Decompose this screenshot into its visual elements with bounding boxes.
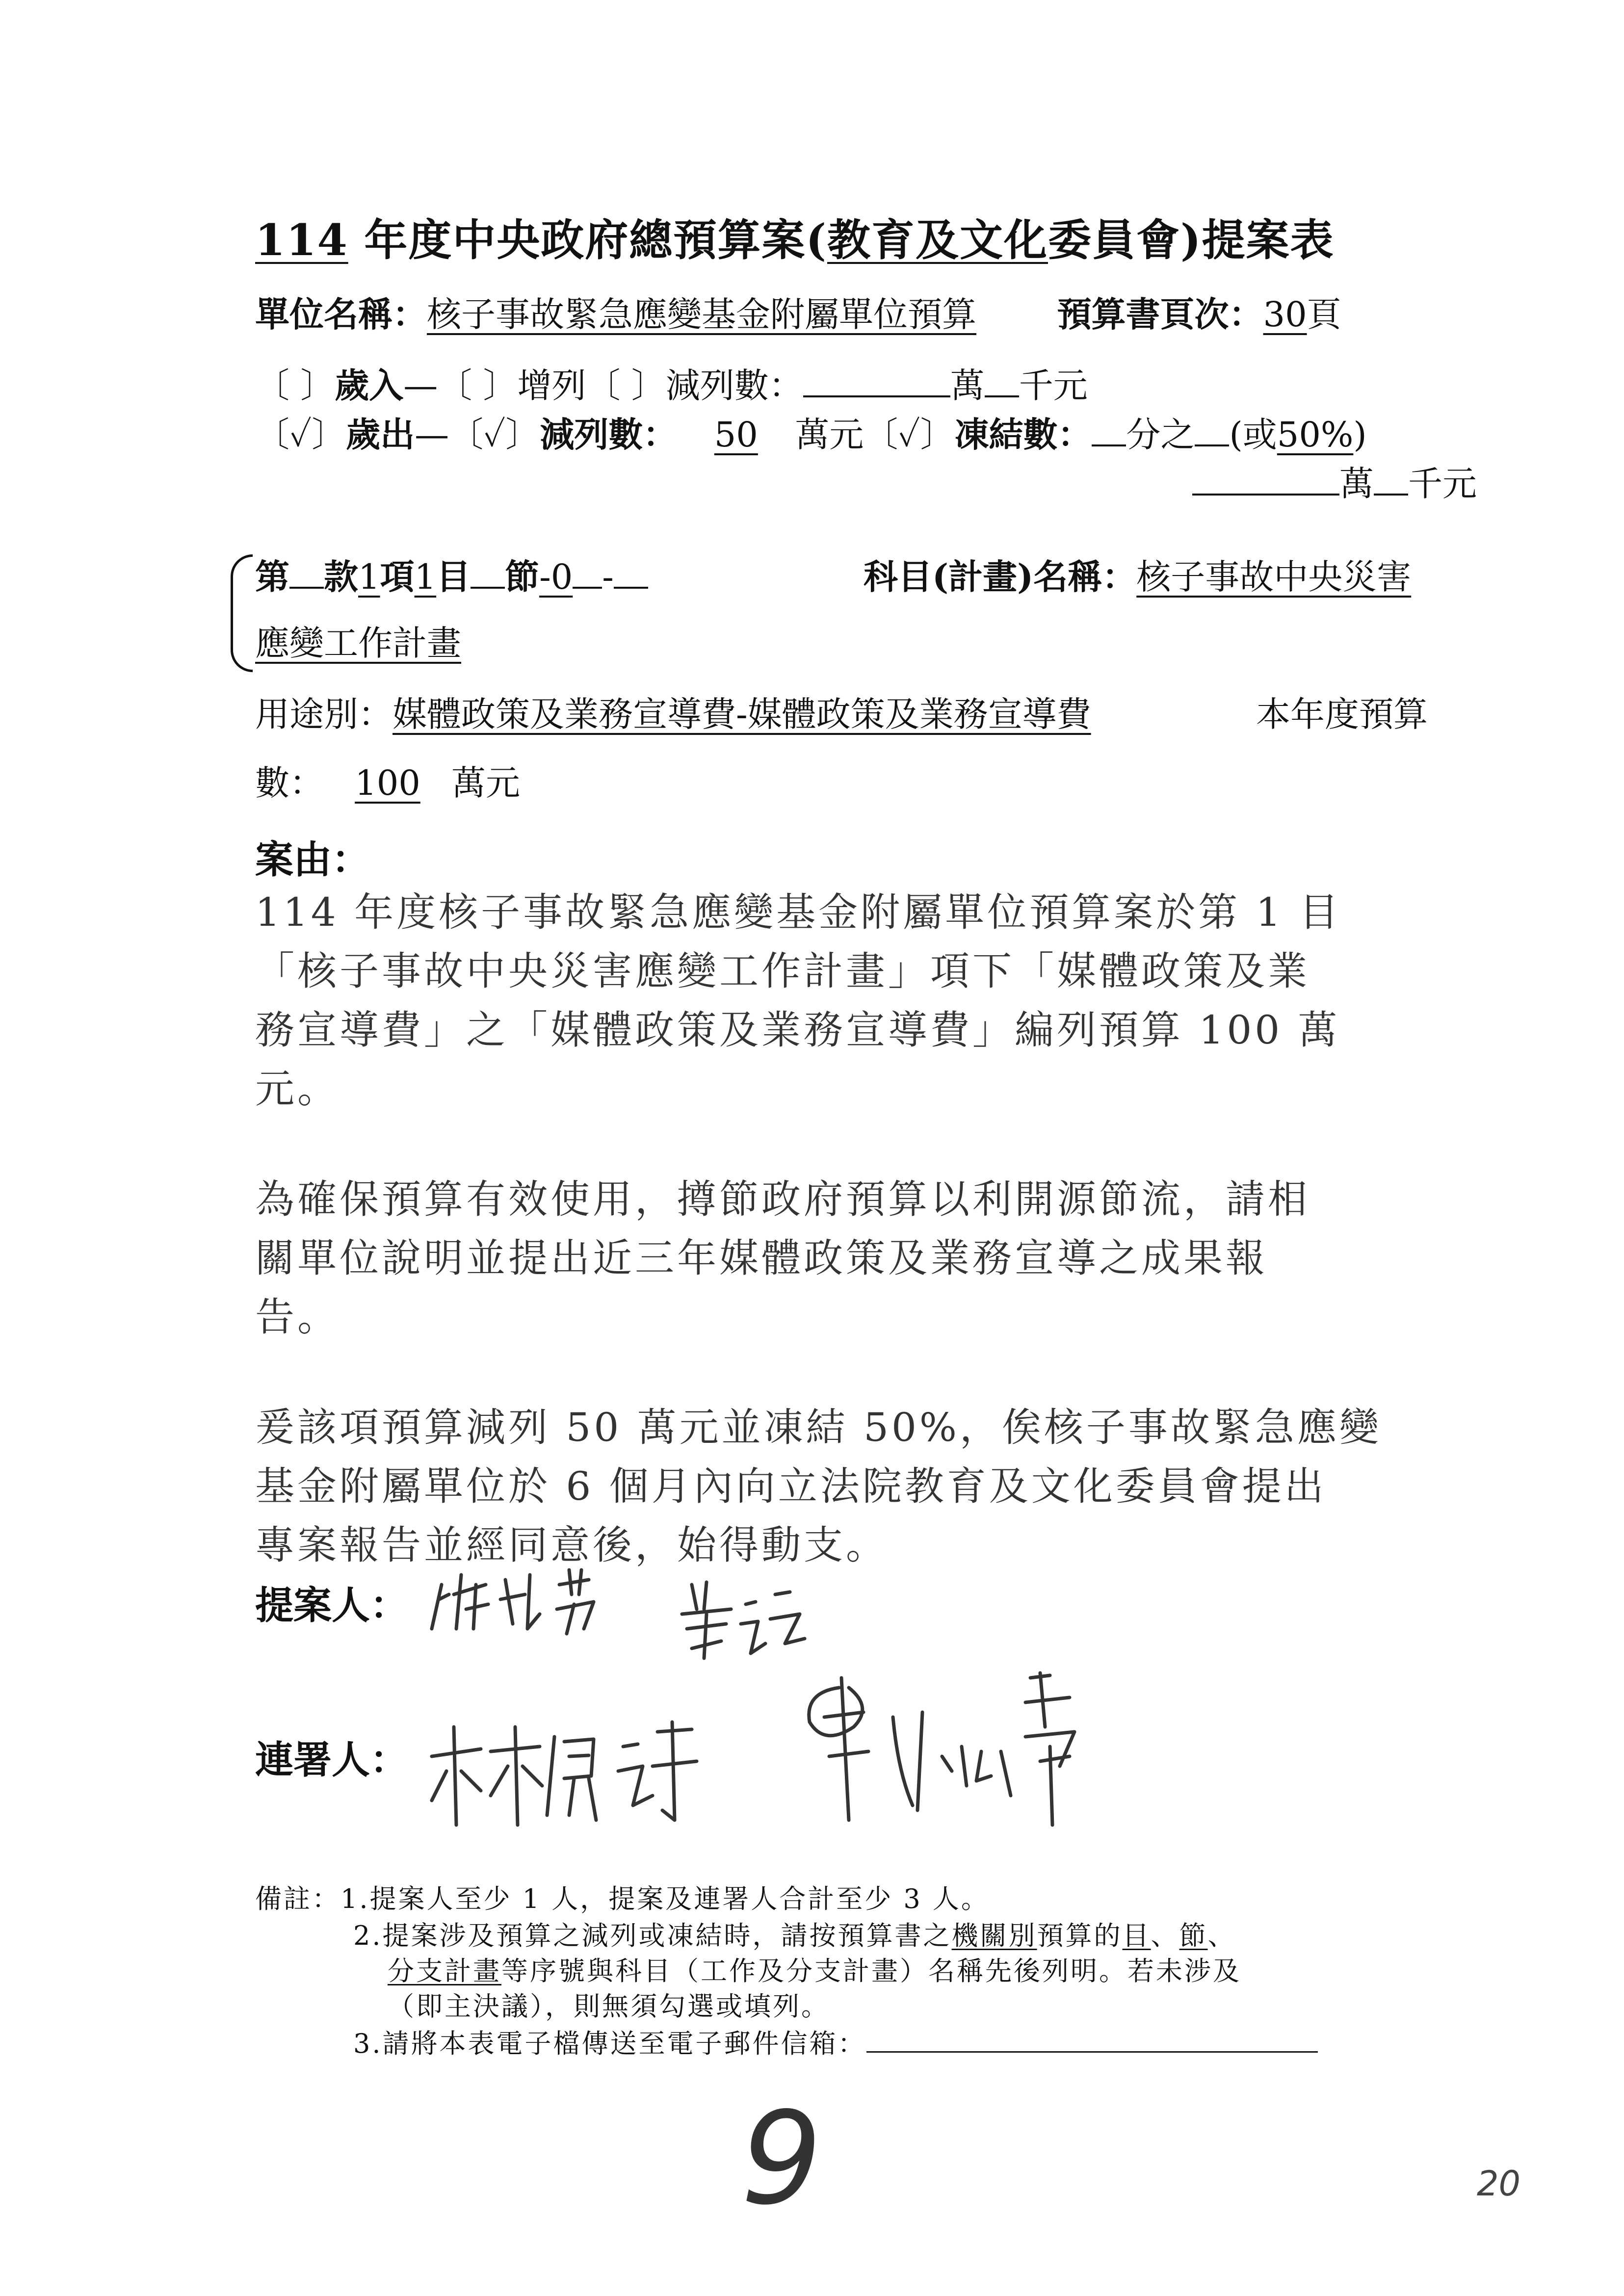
reason-label: 案由：	[255, 837, 370, 882]
note-1: 1.提案人至少 1 人，提案及連署人合計至少 3 人。	[341, 1883, 990, 1914]
cosigner-signature-2	[795, 1658, 1128, 1845]
reason-paragraph-1: 114 年度核子事故緊急應變基金附屬單位預算案於第 1 目 「核子事故中央災害應變工作計畫」項下「媒體政策及業 務宣導費」之「媒體政策及業務宣導費」編列預算 100 萬 元。	[255, 889, 1341, 1112]
expense-checkbox: 〔✓〕	[255, 415, 346, 455]
cut-checkbox: 〔✓〕	[449, 415, 540, 455]
budget-label: 本年度預算	[1256, 694, 1428, 734]
item-bracket	[231, 554, 253, 672]
decrease-checkbox: 〔 〕	[586, 365, 666, 406]
handwritten-page-number: 9	[741, 2085, 822, 2233]
subject-value-b: 應變工作計畫	[255, 623, 461, 663]
form-title: 114 年度中央政府總預算案(教育及文化委員會)提案表	[255, 214, 1335, 265]
freeze-amount-blank	[1192, 459, 1339, 496]
unit-value: 核子事故緊急應變基金附屬單位預算	[427, 294, 976, 335]
title-year: 114	[255, 214, 348, 265]
notes-label: 備註：	[255, 1883, 341, 1914]
note-3: 3.請將本表電子檔傳送至電子郵件信箱：	[353, 2026, 1318, 2061]
xiang-number: 1	[358, 557, 380, 597]
expense-row: 〔✓〕歲出—〔✓〕減列數： 50 萬元〔✓〕凍結數： 分之 (或50%)	[255, 407, 1367, 457]
page-value: 30	[1263, 294, 1307, 335]
revenue-checkbox: 〔 〕	[255, 365, 335, 406]
reason-paragraph-3: 爰該項預算減列 50 萬元並凍結 50%，俟核子事故緊急應變 基金附屬單位於 6 個月內向立法院教育及文化委員會提出 專案報告並經同意後，始得動支。	[255, 1405, 1382, 1568]
subject-row	[864, 549, 1411, 599]
item-row: 第 款1項1目 節-0 -	[255, 549, 648, 599]
revenue-row: 〔 〕歲入—〔 〕增列〔 〕減列數： 萬 千元	[255, 358, 1088, 408]
cosigner-signature-1	[427, 1717, 702, 1845]
subject-value-a: 核子事故中央災害	[1136, 557, 1412, 597]
revenue-amount-blank	[803, 361, 950, 397]
note-2: 2.提案涉及預算之減列或凍結時，請按預算書之機關別預算的目、節、 分支計畫等序號與科目（工作及分支計畫）名稱先後列明。若未涉及 （即主決議），則無須勾選或填列。	[353, 1920, 1241, 2022]
freeze-percent: 50%	[1277, 415, 1354, 455]
page-label: 預算書頁次：	[1057, 294, 1263, 335]
mu-number: 1	[414, 557, 437, 597]
expense-label: 歲出	[346, 414, 415, 455]
cut-amount: 50	[714, 415, 758, 455]
title-committee: 教育及文化	[827, 214, 1048, 265]
proposer-signature-1	[427, 1555, 633, 1644]
subject-label: 科目(計畫)名稱：	[864, 556, 1137, 597]
reason-paragraph-2: 為確保預算有效使用，撙節政府預算以利開源節流，請相 關單位說明並提出近三年媒體政策及業務宣導之成果報 告。	[255, 1176, 1310, 1340]
usage-label: 用途別：	[255, 694, 393, 734]
usage-row	[255, 687, 1091, 736]
decrease-label: 減列數：	[665, 365, 803, 406]
cosigner-label: 連署人：	[255, 1738, 409, 1782]
unit-row: 單位名稱：核子事故緊急應變基金附屬單位預算 預算書頁次：30頁	[255, 294, 1341, 335]
jie-number: -0	[539, 557, 573, 597]
revenue-label: 歲入	[335, 365, 404, 406]
proposer-label: 提案人：	[255, 1583, 409, 1628]
budget-row: 數： 100 萬元	[255, 763, 520, 803]
freeze-label: 凍結數：	[954, 414, 1092, 455]
notes-section	[255, 1881, 990, 1917]
budget-amount: 100	[355, 763, 420, 803]
subject-continued	[255, 616, 461, 665]
usage-value: 媒體政策及業務宣導費-媒體政策及業務宣導費	[393, 694, 1091, 734]
handwritten-corner-number: 20	[1477, 2164, 1521, 2204]
increase-label: 增列	[517, 365, 586, 406]
freeze-checkbox: 〔✓〕	[864, 415, 955, 455]
unit-label: 單位名稱：	[255, 294, 427, 335]
email-blank	[866, 2027, 1318, 2053]
cut-label: 減列數：	[540, 414, 678, 455]
freeze-amount-row: 萬 千元	[1192, 456, 1477, 506]
increase-checkbox: 〔 〕	[438, 365, 518, 406]
